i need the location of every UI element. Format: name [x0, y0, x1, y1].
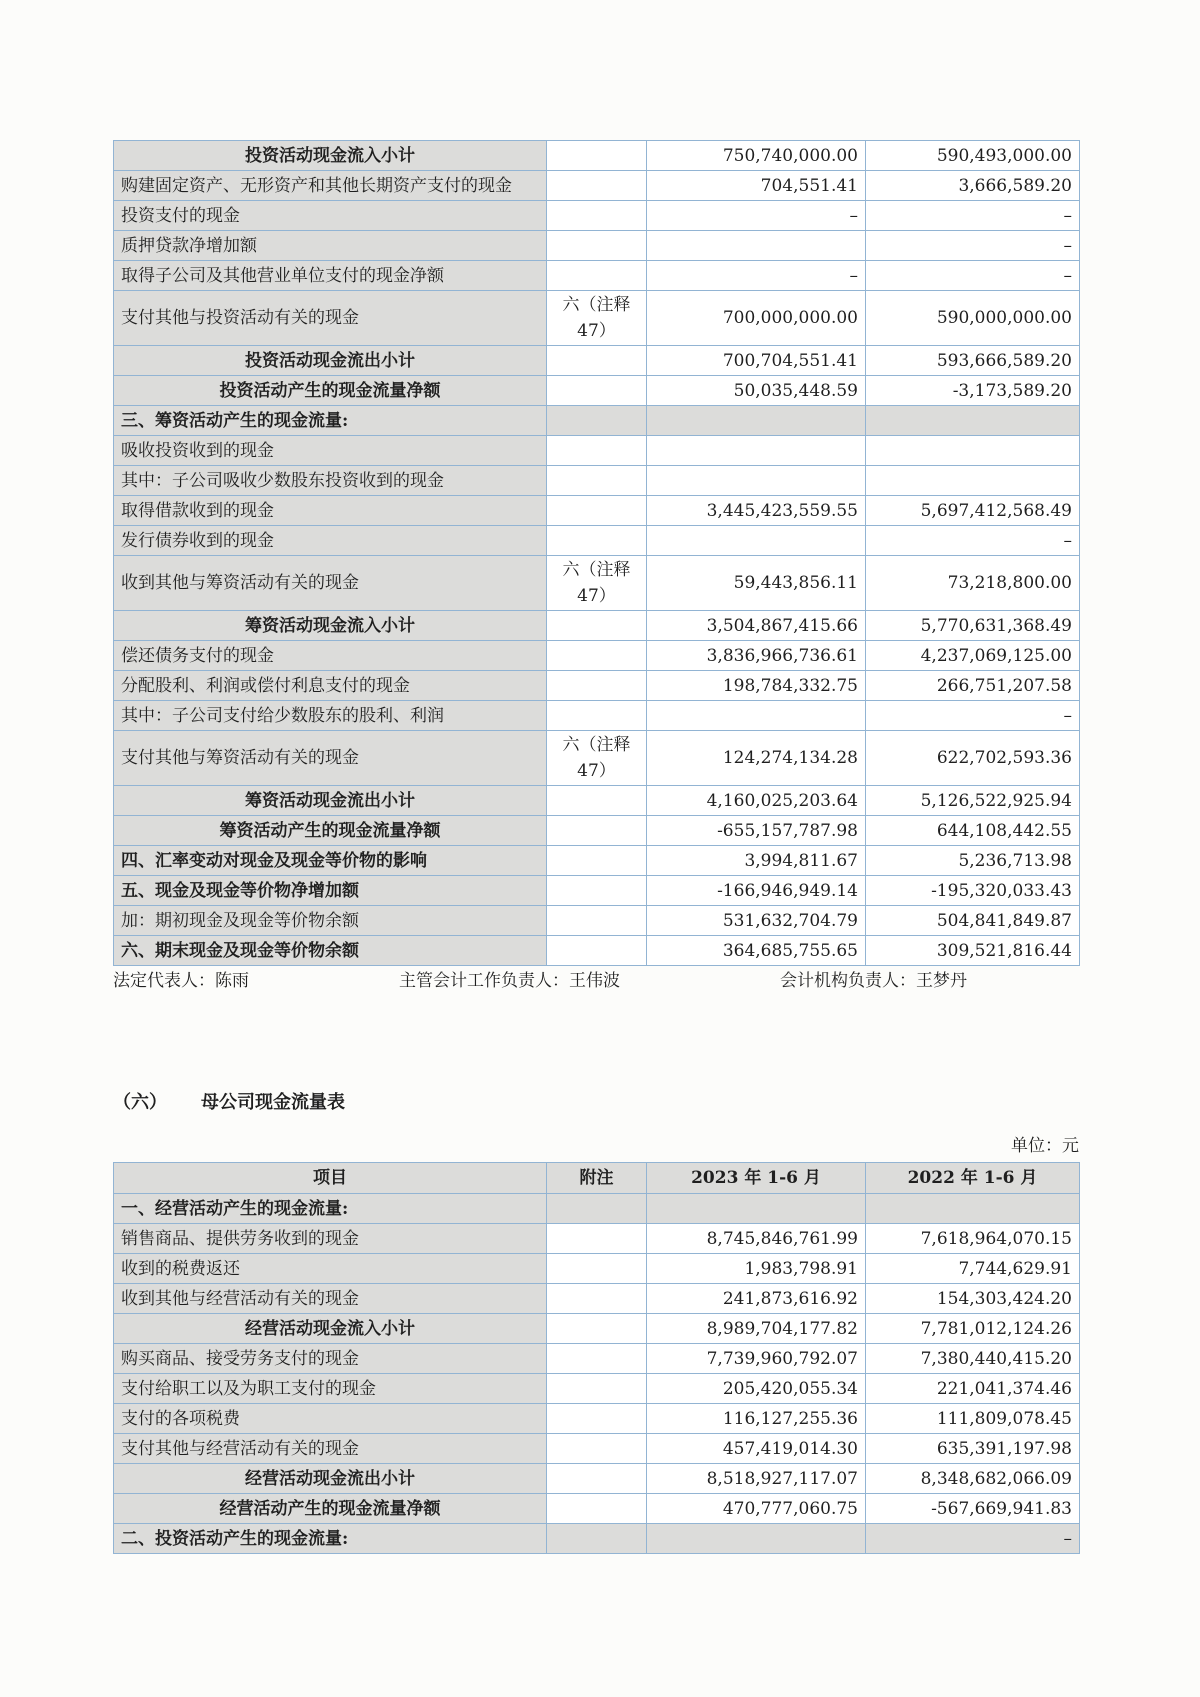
- value-2022: 111,809,078.45: [866, 1404, 1080, 1434]
- value-2023: 3,994,811.67: [647, 846, 866, 876]
- row-note: [547, 346, 647, 376]
- table-row: [114, 556, 1080, 611]
- row-label: 支付其他与投资活动有关的现金: [114, 291, 547, 346]
- table-row: [114, 141, 1080, 171]
- consolidated-cash-flow-table: [113, 140, 1080, 966]
- value-2022: 7,744,629.91: [866, 1254, 1080, 1284]
- value-2023: 7,739,960,792.07: [647, 1344, 866, 1374]
- row-note: [547, 1374, 647, 1404]
- section-title: 母公司现金流量表: [201, 1092, 345, 1113]
- row-note: [547, 1464, 647, 1494]
- row-label: 质押贷款净增加额: [114, 231, 547, 261]
- value-2022: [866, 406, 1080, 436]
- table-row: [114, 1524, 1080, 1554]
- row-note: [547, 816, 647, 846]
- value-2023: [647, 526, 866, 556]
- table-row: [114, 1224, 1080, 1254]
- table-row: [114, 1194, 1080, 1224]
- row-label: 筹资活动现金流出小计: [114, 786, 547, 816]
- value-2023: 531,632,704.79: [647, 906, 866, 936]
- table-row: [114, 1494, 1080, 1524]
- value-2022: 73,218,800.00: [866, 556, 1080, 611]
- row-label: 收到的税费返还: [114, 1254, 547, 1284]
- value-2023: 198,784,332.75: [647, 671, 866, 701]
- value-2023: 3,836,966,736.61: [647, 641, 866, 671]
- table-row: [114, 1464, 1080, 1494]
- row-note: [547, 1434, 647, 1464]
- signature-line: [113, 966, 1079, 990]
- row-note: [547, 701, 647, 731]
- value-2022: 7,618,964,070.15: [866, 1224, 1080, 1254]
- row-note: [547, 1404, 647, 1434]
- value-2022: 7,781,012,124.26: [866, 1314, 1080, 1344]
- row-note: [547, 1524, 647, 1554]
- value-2023: [647, 1524, 866, 1554]
- header-note: 附注: [547, 1163, 647, 1194]
- value-2022: 622,702,593.36: [866, 731, 1080, 786]
- row-label: 吸收投资收到的现金: [114, 436, 547, 466]
- row-label: 经营活动产生的现金流量净额: [114, 1494, 547, 1524]
- table-row: [114, 701, 1080, 731]
- row-note: 六（注释47）: [547, 291, 647, 346]
- row-label: 分配股利、利润或偿付利息支付的现金: [114, 671, 547, 701]
- value-2022: 4,237,069,125.00: [866, 641, 1080, 671]
- value-2022: 3,666,589.20: [866, 171, 1080, 201]
- row-label: 销售商品、提供劳务收到的现金: [114, 1224, 547, 1254]
- value-2022: 5,697,412,568.49: [866, 496, 1080, 526]
- value-2023: 116,127,255.36: [647, 1404, 866, 1434]
- value-2022: –: [866, 1524, 1080, 1554]
- value-2023: [647, 1194, 866, 1224]
- row-note: [547, 231, 647, 261]
- row-note: [547, 1314, 647, 1344]
- value-2022: 309,521,816.44: [866, 936, 1080, 966]
- row-label: 投资活动现金流入小计: [114, 141, 547, 171]
- unit-label: 单位：元: [1011, 1136, 1079, 1156]
- value-2022: 5,236,713.98: [866, 846, 1080, 876]
- section-heading: [113, 1088, 345, 1114]
- table-row: [114, 1374, 1080, 1404]
- value-2022: –: [866, 701, 1080, 731]
- row-label: 发行债券收到的现金: [114, 526, 547, 556]
- row-note: 六（注释47）: [547, 556, 647, 611]
- row-note: [547, 641, 647, 671]
- row-label: 偿还债务支付的现金: [114, 641, 547, 671]
- value-2022: –: [866, 231, 1080, 261]
- value-2023: 700,000,000.00: [647, 291, 866, 346]
- value-2022: 644,108,442.55: [866, 816, 1080, 846]
- table-header-row: [114, 1163, 1080, 1194]
- row-label: 经营活动现金流出小计: [114, 1464, 547, 1494]
- row-label: 其中：子公司支付给少数股东的股利、利润: [114, 701, 547, 731]
- table-row: [114, 261, 1080, 291]
- row-label: 支付其他与筹资活动有关的现金: [114, 731, 547, 786]
- table-row: [114, 346, 1080, 376]
- value-2023: 457,419,014.30: [647, 1434, 866, 1464]
- parent-company-cash-flow-table: [113, 1162, 1080, 1554]
- value-2022: -195,320,033.43: [866, 876, 1080, 906]
- row-note: [547, 376, 647, 406]
- row-label: 筹资活动产生的现金流量净额: [114, 816, 547, 846]
- value-2022: [866, 466, 1080, 496]
- value-2022: –: [866, 261, 1080, 291]
- row-label: 一、经营活动产生的现金流量:: [114, 1194, 547, 1224]
- table-row: [114, 816, 1080, 846]
- value-2023: [647, 436, 866, 466]
- value-2022: 154,303,424.20: [866, 1284, 1080, 1314]
- table-row: [114, 496, 1080, 526]
- table-row: [114, 876, 1080, 906]
- row-note: [547, 876, 647, 906]
- table-row: [114, 436, 1080, 466]
- row-label: 经营活动现金流入小计: [114, 1314, 547, 1344]
- row-note: [547, 261, 647, 291]
- row-label: 筹资活动现金流入小计: [114, 611, 547, 641]
- table-row: [114, 1404, 1080, 1434]
- table-row: [114, 641, 1080, 671]
- table-row: [114, 906, 1080, 936]
- row-note: [547, 786, 647, 816]
- row-label: 四、汇率变动对现金及现金等价物的影响: [114, 846, 547, 876]
- table-row: [114, 671, 1080, 701]
- row-label: 投资活动现金流出小计: [114, 346, 547, 376]
- value-2023: 4,160,025,203.64: [647, 786, 866, 816]
- row-note: [547, 141, 647, 171]
- value-2022: 5,770,631,368.49: [866, 611, 1080, 641]
- table-row: [114, 466, 1080, 496]
- header-2022: 2022 年 1-6 月: [866, 1163, 1080, 1194]
- row-note: [547, 1254, 647, 1284]
- value-2022: 7,380,440,415.20: [866, 1344, 1080, 1374]
- value-2022: 504,841,849.87: [866, 906, 1080, 936]
- table-row: [114, 526, 1080, 556]
- table-row: [114, 1284, 1080, 1314]
- table-row: [114, 231, 1080, 261]
- table-row: [114, 1434, 1080, 1464]
- table-row: [114, 936, 1080, 966]
- row-note: [547, 906, 647, 936]
- value-2022: [866, 1194, 1080, 1224]
- value-2023: [647, 406, 866, 436]
- row-label: 投资活动产生的现金流量净额: [114, 376, 547, 406]
- value-2022: 221,041,374.46: [866, 1374, 1080, 1404]
- legal-representative: 法定代表人：陈雨: [113, 971, 249, 991]
- value-2023: 364,685,755.65: [647, 936, 866, 966]
- value-2023: 8,989,704,177.82: [647, 1314, 866, 1344]
- value-2023: –: [647, 261, 866, 291]
- table-row: [114, 786, 1080, 816]
- row-note: [547, 1194, 647, 1224]
- row-note: [547, 436, 647, 466]
- row-label: 支付给职工以及为职工支付的现金: [114, 1374, 547, 1404]
- row-label: 取得子公司及其他营业单位支付的现金净额: [114, 261, 547, 291]
- value-2023: 704,551.41: [647, 171, 866, 201]
- value-2023: 124,274,134.28: [647, 731, 866, 786]
- value-2023: 3,504,867,415.66: [647, 611, 866, 641]
- value-2022: -3,173,589.20: [866, 376, 1080, 406]
- table-row: [114, 611, 1080, 641]
- row-label: 加：期初现金及现金等价物余额: [114, 906, 547, 936]
- table-row: [114, 731, 1080, 786]
- value-2023: 8,745,846,761.99: [647, 1224, 866, 1254]
- accounting-dept-head: 会计机构负责人：王梦丹: [780, 971, 967, 991]
- value-2023: 59,443,856.11: [647, 556, 866, 611]
- row-label: 收到其他与经营活动有关的现金: [114, 1284, 547, 1314]
- table-row: [114, 376, 1080, 406]
- value-2023: 3,445,423,559.55: [647, 496, 866, 526]
- value-2022: 590,000,000.00: [866, 291, 1080, 346]
- row-label: 其中：子公司吸收少数股东投资收到的现金: [114, 466, 547, 496]
- table-row: [114, 171, 1080, 201]
- row-label: 支付其他与经营活动有关的现金: [114, 1434, 547, 1464]
- row-label: 取得借款收到的现金: [114, 496, 547, 526]
- value-2022: 635,391,197.98: [866, 1434, 1080, 1464]
- row-note: [547, 496, 647, 526]
- row-note: [547, 1224, 647, 1254]
- row-label: 三、筹资活动产生的现金流量:: [114, 406, 547, 436]
- row-label: 六、期末现金及现金等价物余额: [114, 936, 547, 966]
- table-row: [114, 846, 1080, 876]
- row-note: [547, 1284, 647, 1314]
- value-2023: –: [647, 201, 866, 231]
- row-note: [547, 171, 647, 201]
- value-2023: [647, 701, 866, 731]
- row-note: [547, 1494, 647, 1524]
- table-row: [114, 406, 1080, 436]
- value-2023: -655,157,787.98: [647, 816, 866, 846]
- row-note: [547, 936, 647, 966]
- value-2023: 1,983,798.91: [647, 1254, 866, 1284]
- table-row: [114, 1254, 1080, 1284]
- row-label: 购建固定资产、无形资产和其他长期资产支付的现金: [114, 171, 547, 201]
- value-2022: 5,126,522,925.94: [866, 786, 1080, 816]
- row-label: 支付的各项税费: [114, 1404, 547, 1434]
- table-row: [114, 1314, 1080, 1344]
- row-note: [547, 846, 647, 876]
- row-note: [547, 466, 647, 496]
- value-2022: -567,669,941.83: [866, 1494, 1080, 1524]
- value-2023: 750,740,000.00: [647, 141, 866, 171]
- row-note: [547, 406, 647, 436]
- value-2022: [866, 436, 1080, 466]
- row-note: [547, 201, 647, 231]
- header-2023: 2023 年 1-6 月: [647, 1163, 866, 1194]
- value-2022: –: [866, 526, 1080, 556]
- row-note: [547, 1344, 647, 1374]
- value-2023: 8,518,927,117.07: [647, 1464, 866, 1494]
- table-row: [114, 201, 1080, 231]
- value-2023: [647, 466, 866, 496]
- value-2023: 700,704,551.41: [647, 346, 866, 376]
- row-note: [547, 611, 647, 641]
- value-2023: -166,946,949.14: [647, 876, 866, 906]
- value-2022: –: [866, 201, 1080, 231]
- row-label: 五、现金及现金等价物净增加额: [114, 876, 547, 906]
- section-index: （六）: [113, 1092, 167, 1113]
- table-row: [114, 291, 1080, 346]
- table-row: [114, 1344, 1080, 1374]
- value-2023: 470,777,060.75: [647, 1494, 866, 1524]
- row-note: [547, 526, 647, 556]
- row-label: 购买商品、接受劳务支付的现金: [114, 1344, 547, 1374]
- value-2023: 205,420,055.34: [647, 1374, 866, 1404]
- row-note: [547, 671, 647, 701]
- row-label: 二、投资活动产生的现金流量:: [114, 1524, 547, 1554]
- value-2022: 8,348,682,066.09: [866, 1464, 1080, 1494]
- row-label: 收到其他与筹资活动有关的现金: [114, 556, 547, 611]
- chief-accountant: 主管会计工作负责人：王伟波: [399, 971, 620, 991]
- value-2023: 241,873,616.92: [647, 1284, 866, 1314]
- value-2022: 590,493,000.00: [866, 141, 1080, 171]
- header-item: 项目: [114, 1163, 547, 1194]
- value-2023: [647, 231, 866, 261]
- value-2022: 593,666,589.20: [866, 346, 1080, 376]
- row-label: 投资支付的现金: [114, 201, 547, 231]
- value-2022: 266,751,207.58: [866, 671, 1080, 701]
- row-note: 六（注释47）: [547, 731, 647, 786]
- value-2023: 50,035,448.59: [647, 376, 866, 406]
